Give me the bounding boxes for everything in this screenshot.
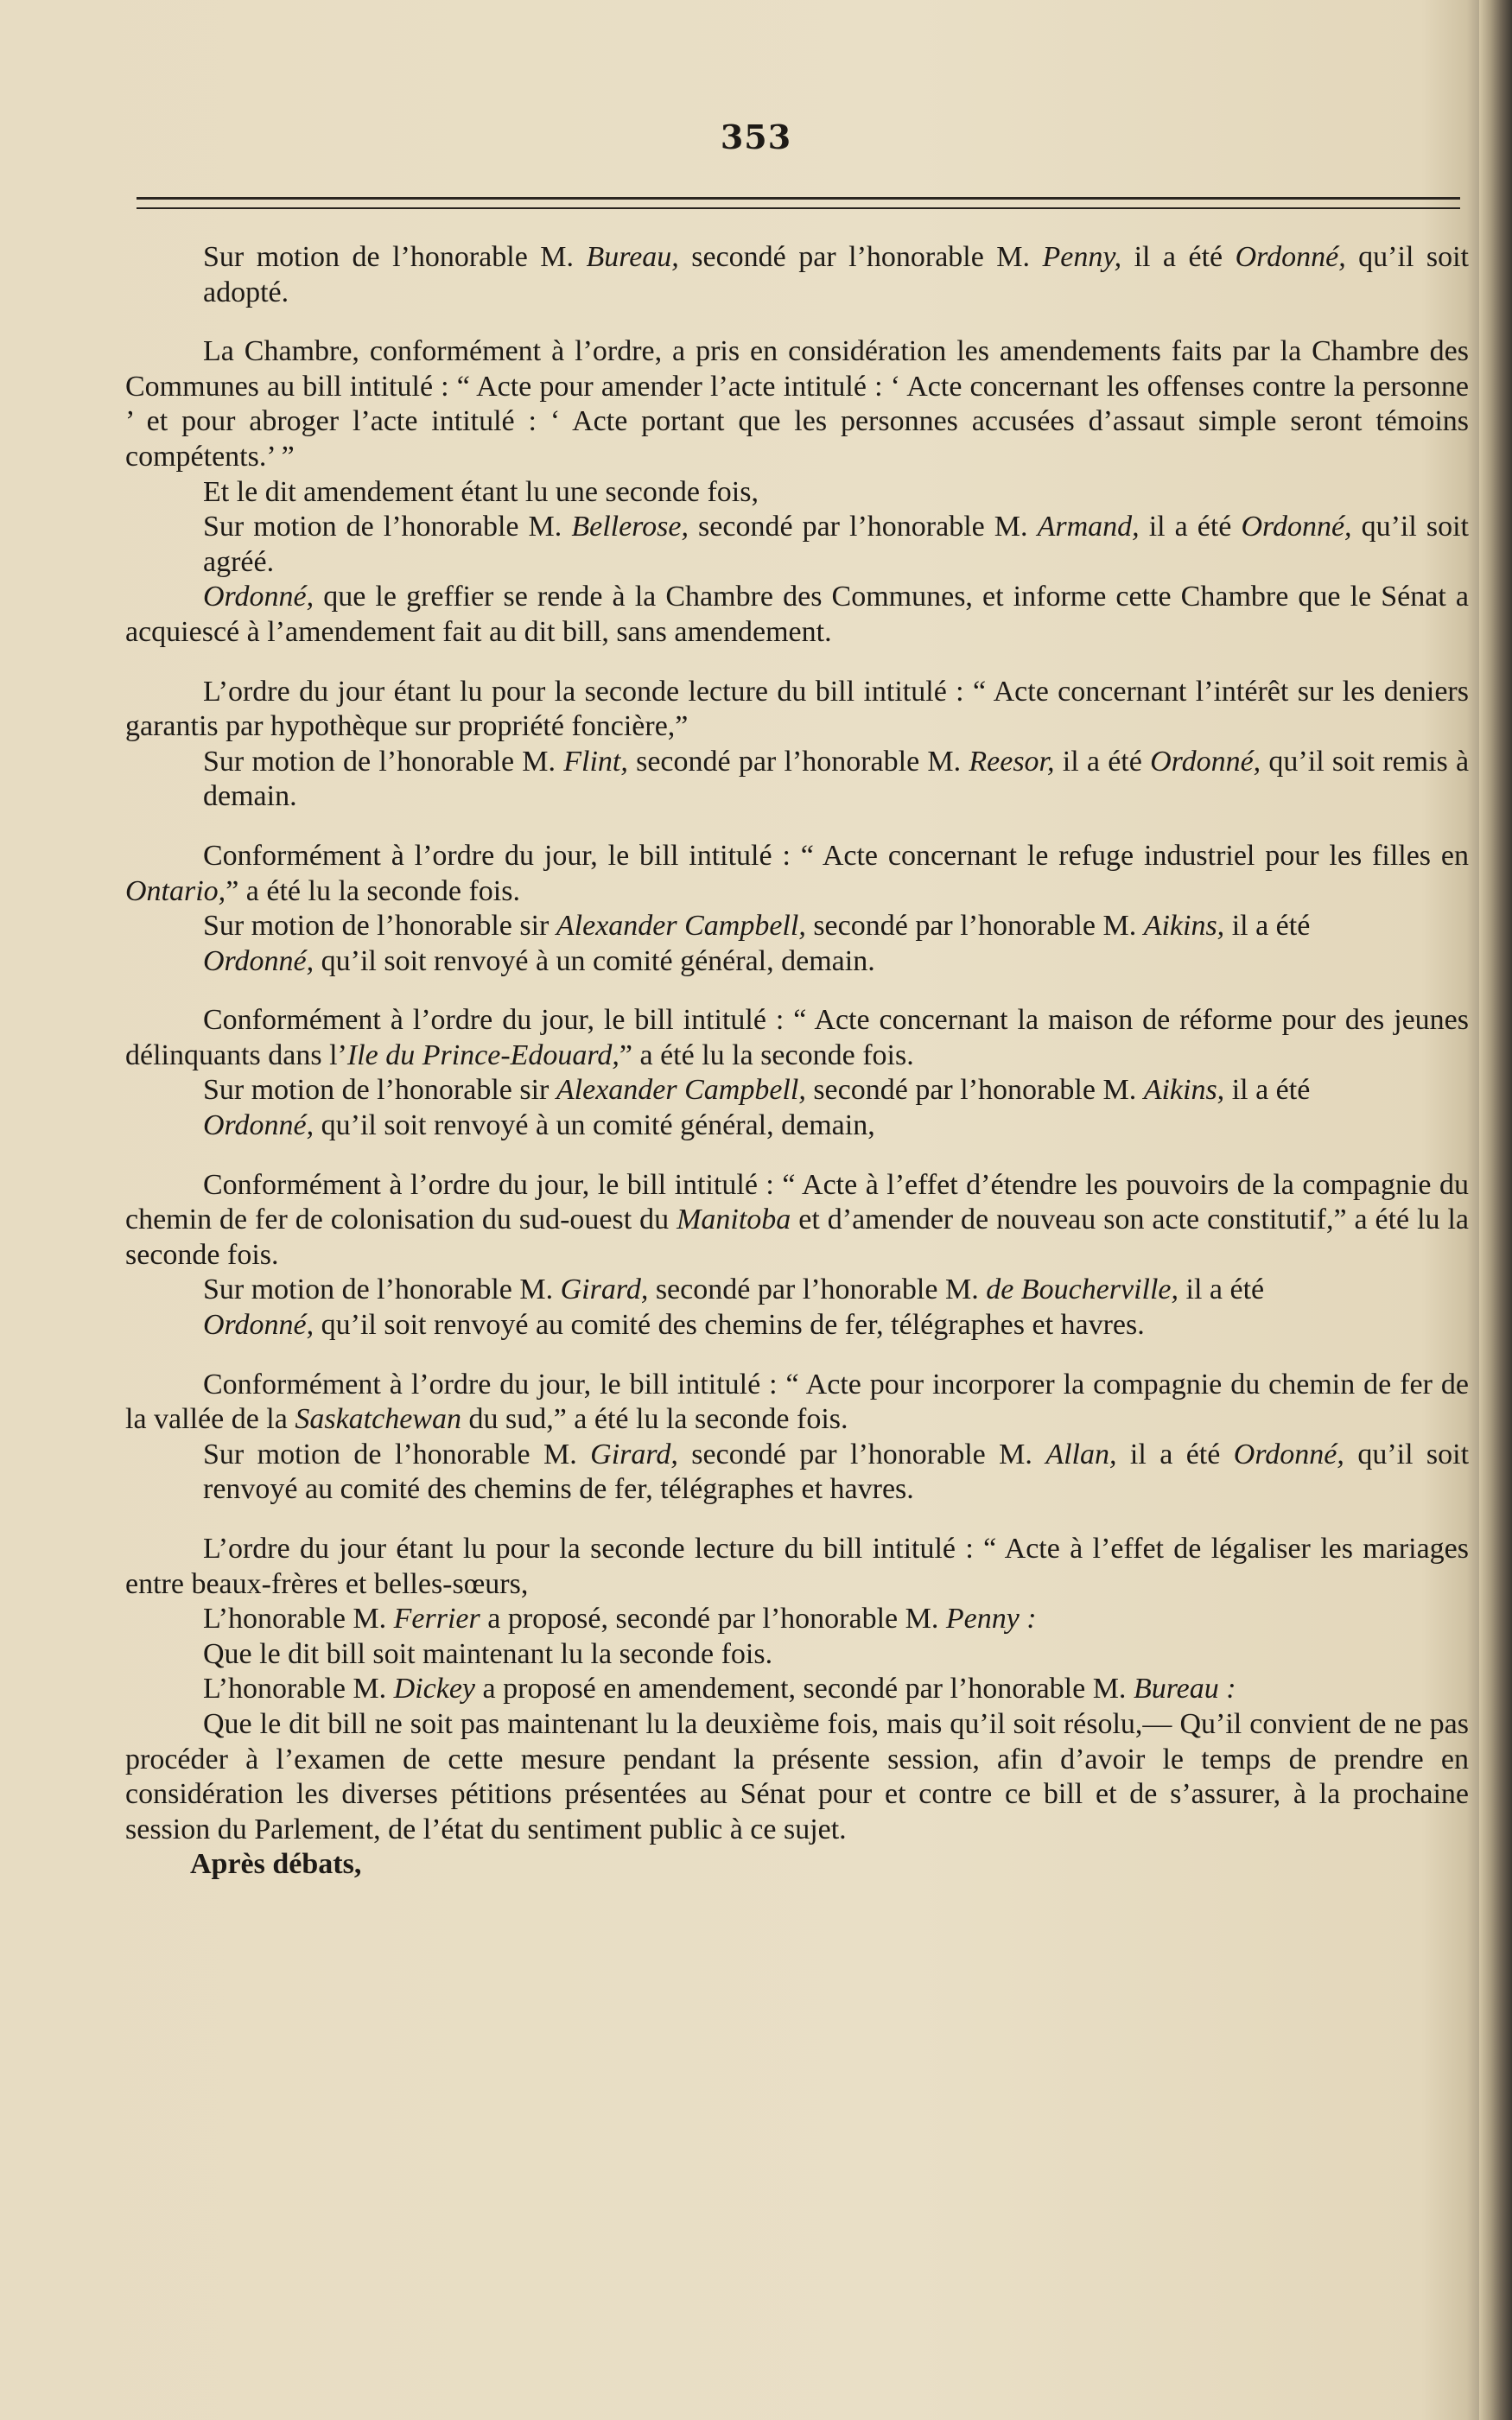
place-italic: Saskatchewan: [295, 1403, 461, 1436]
motion-paragraph: [125, 909, 1469, 944]
closing-line: Après débats,: [190, 1848, 362, 1881]
text-span: que le greffier se rende à la Chambre des Communes, et informe cette Chambre que le Sénat a acquiescé à l’amendement fait au dit bill, sans amendement.: [125, 581, 1469, 648]
text-span: L’honorable M.: [203, 1673, 387, 1705]
text-span: secondé par l’honorable M.: [813, 1074, 1137, 1107]
amendment-paragraph: La Chambre, conformément à l’ordre, a pris en considération les amendements faits par la Chambre des Communes au bill intitulé : “ Acte pour amender l’acte intitulé : ‘ Acte concernant les offenses contre la personne ’ et pour abroger l’acte intitulé : ‘ Acte portant que les personnes accusées d’assaut simple seront témoins compétents.’ ”: [125, 335, 1469, 473]
text-span: Conformément à l’ordre du jour, le bill intitulé : “ Acte pour incorporer la compagnie du chemin de fer de la vallée de la: [125, 1368, 1469, 1436]
text-span: Conformément à l’ordre du jour, le bill intitulé : “ Acte concernant le refuge industriel pour les filles en: [203, 839, 1469, 872]
place-italic: Manitoba: [677, 1204, 791, 1236]
motion-paragraph: [125, 1438, 1469, 1508]
order-paragraph: L’ordre du jour étant lu pour la seconde lecture du bill intitulé : “ Acte à l’effet de légaliser les mariages entre beaux-frères et belles-sœurs,: [125, 1533, 1469, 1600]
text-span: Sur motion de l’honorable M.: [203, 1438, 577, 1470]
ordonne-paragraph: [125, 944, 1469, 980]
text-line: Et le dit amendement étant lu une seconde fois,: [203, 475, 759, 508]
name-italic: Aikins,: [1143, 910, 1225, 943]
text-span: qu’il soit agréé.: [203, 511, 1469, 578]
text-span: il a été: [1185, 1274, 1265, 1306]
order-paragraph: [125, 839, 1469, 909]
ordonne-italic: Ordonné,: [203, 581, 314, 613]
order-paragraph: L’ordre du jour étant lu pour la seconde lecture du bill intitulé : “ Acte concernant l’intérêt sur les deniers garantis par hypothèque sur propriété foncière,”: [125, 675, 1469, 743]
text-span: Sur motion de l’honorable M.: [203, 745, 556, 778]
text-span: il a été: [1231, 910, 1311, 943]
text-span: qu’il soit renvoyé au comité des chemins de fer, télégraphes et havres.: [203, 1438, 1470, 1506]
name-italic: Reesor,: [969, 745, 1055, 778]
text-span: Sur motion de l’honorable M.: [203, 1274, 554, 1306]
text-line: Que le dit bill soit maintenant lu la seconde fois.: [203, 1637, 773, 1670]
text-span: a proposé, secondé par l’honorable M.: [487, 1603, 939, 1636]
text-span: du sud,” a été lu la seconde fois.: [468, 1403, 848, 1436]
text-span: qu’il soit renvoyé à un comité général, demain,: [321, 1109, 875, 1142]
order-paragraph: [125, 1368, 1469, 1438]
text-span: secondé par l’honorable M.: [691, 241, 1031, 273]
place-italic: Ontario,: [125, 874, 226, 907]
name-italic: Dickey: [393, 1673, 476, 1705]
header-rule: [137, 197, 1460, 200]
ordonne-italic: Ordonné,: [203, 1309, 314, 1342]
name-italic: de Boucherville,: [986, 1274, 1178, 1306]
text-span: secondé par l’honorable M.: [813, 910, 1137, 943]
motion-paragraph: [125, 240, 1469, 310]
name-italic: Bellerose,: [571, 511, 689, 543]
name-italic: Girard,: [590, 1438, 678, 1470]
name-italic: Aikins,: [1143, 1074, 1225, 1107]
text-span: qu’il soit adopté.: [203, 241, 1469, 308]
amendment-proposal-paragraph: [125, 1672, 1469, 1707]
order-paragraph: [125, 1003, 1469, 1073]
name-italic: Bureau :: [1133, 1673, 1236, 1705]
text-span: qu’il soit remis à demain.: [203, 745, 1470, 813]
text-span: Sur motion de l’honorable sir: [203, 910, 550, 943]
text-span: secondé par l’honorable M.: [698, 511, 1028, 543]
text-span: et d’amender de nouveau son acte constitutif,” a été lu la seconde fois.: [125, 1204, 1470, 1271]
ordonne-paragraph: [125, 1108, 1469, 1144]
ordonne-paragraph: [125, 580, 1469, 650]
text-span: Sur motion de l’honorable M.: [203, 511, 562, 543]
text-span: secondé par l’honorable M.: [636, 745, 962, 778]
name-italic: Alexander Campbell,: [556, 1074, 806, 1107]
motion-paragraph: [125, 745, 1469, 815]
text-span: qu’il soit renvoyé à un comité général, demain.: [321, 944, 875, 977]
place-italic: Ile du Prince-Edouard,: [346, 1039, 619, 1071]
ordonne-italic: Ordonné,: [203, 944, 314, 977]
ordonne-paragraph: [125, 1308, 1469, 1343]
order-paragraph: [125, 1168, 1469, 1274]
text-span: il a été: [1148, 511, 1232, 543]
name-italic: Allan,: [1045, 1438, 1117, 1470]
resolution-paragraph: Que le dit bill ne soit pas maintenant lu la deuxième fois, mais qu’il soit résolu,— Qu’il convient de ne pas procéder à l’examen de cette mesure pendant la présente session, afin d’avoir le temps de prendre en considération les diverses pétitions présentées au Sénat pour et contre ce bill et de s’assurer, à la prochaine session du Parlement, de l’état du sentiment public à ce sujet.: [125, 1707, 1469, 1845]
ordonne-italic: Ordonné,: [1150, 745, 1261, 778]
text-span: ” a été lu la seconde fois.: [619, 1039, 914, 1071]
name-italic: Penny,: [1042, 241, 1122, 273]
proposal-paragraph: [125, 1602, 1469, 1637]
text-span: il a été: [1231, 1074, 1311, 1107]
text-span: il a été: [1129, 1438, 1221, 1470]
ordonne-italic: Ordonné,: [1233, 1438, 1344, 1470]
text-span: L’honorable M.: [203, 1603, 387, 1636]
page-number: 353: [720, 118, 792, 156]
name-italic: Armand,: [1037, 511, 1140, 543]
ordonne-italic: Ordonné,: [1235, 241, 1346, 273]
text-span: a proposé en amendement, secondé par l’honorable M.: [482, 1673, 1127, 1705]
motion-paragraph: [125, 1073, 1469, 1108]
motion-paragraph: [125, 1273, 1469, 1308]
name-italic: Flint,: [563, 745, 628, 778]
ordonne-italic: Ordonné,: [1241, 511, 1352, 543]
ordonne-italic: Ordonné,: [203, 1109, 314, 1142]
name-italic: Bureau,: [586, 241, 679, 273]
text-span: Conformément à l’ordre du jour, le bill intitulé : “ Acte à l’effet d’étendre les pouvoirs de la compagnie du chemin de fer de colonisation du sud-ouest du: [125, 1168, 1469, 1236]
name-italic: Penny :: [945, 1603, 1037, 1636]
text-span: Conformément à l’ordre du jour, le bill intitulé : “ Acte concernant la maison de réforme pour des jeunes délinquants dans l’: [125, 1004, 1469, 1071]
motion-paragraph: [125, 510, 1469, 580]
text-span: ” a été lu la seconde fois.: [226, 874, 520, 907]
text-span: qu’il soit renvoyé au comité des chemins de fer, télégraphes et havres.: [321, 1309, 1145, 1342]
text-span: il a été: [1134, 241, 1223, 273]
text-span: secondé par l’honorable M.: [655, 1274, 979, 1306]
page-binding-edge: [1479, 0, 1512, 2420]
header-rule-thin: [137, 207, 1460, 209]
name-italic: Girard,: [560, 1274, 649, 1306]
text-span: secondé par l’honorable M.: [691, 1438, 1032, 1470]
text-span: il a été: [1062, 745, 1142, 778]
name-italic: Alexander Campbell,: [556, 910, 806, 943]
text-span: Sur motion de l’honorable sir: [203, 1074, 550, 1107]
name-italic: Ferrier: [393, 1603, 480, 1636]
text-span: Sur motion de l’honorable M.: [203, 241, 574, 273]
body-text: [125, 240, 1469, 1883]
